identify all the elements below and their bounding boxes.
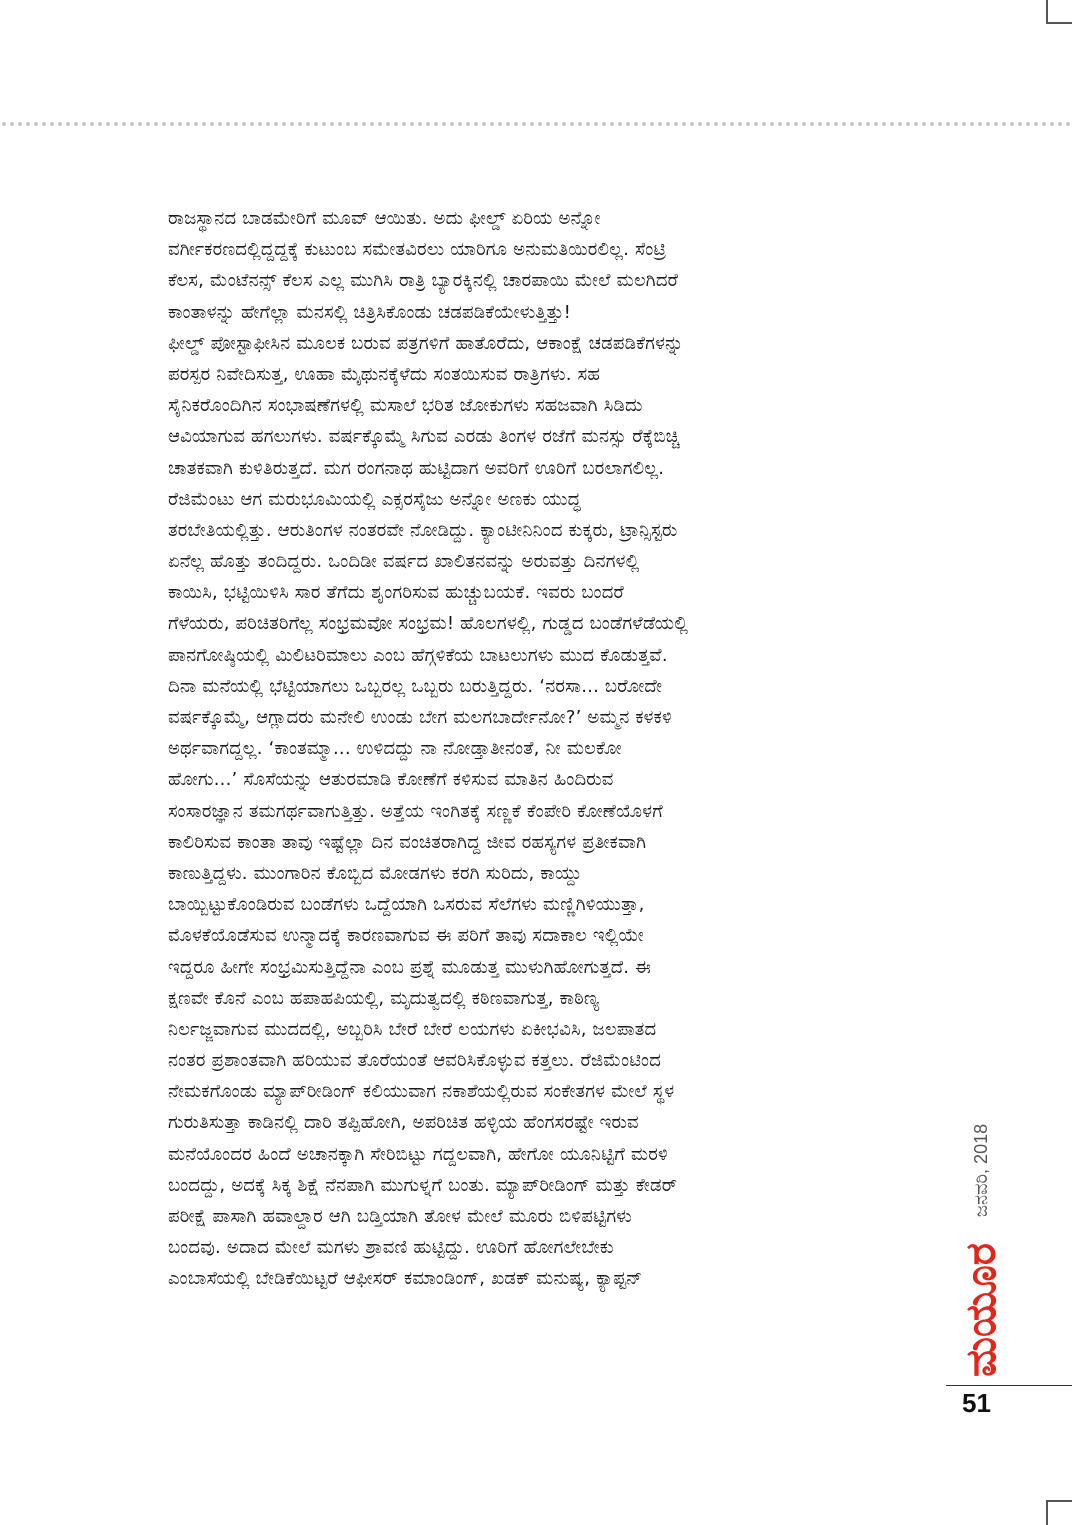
text-line: ತರಬೇತಿಯಲ್ಲಿತ್ತು. ಆರುತಿಂಗಳ ನಂತರವೇ ನೋಡಿದ್ದು. ಕ್ಯಾಂಟೀನಿನಿಂದ ಕುಕ್ಕರು, ಟ್ರಾನ್ಸಿಸ್ಟರು [168, 519, 678, 541]
text-line: ಏನೆಲ್ಲ ಹೊತ್ತು ತಂದಿದ್ದರು. ಒಂದಿಡೀ ವರ್ಷದ ಖಾಲಿತನವನ್ನು ಅರುವತ್ತು ದಿನಗಳಲ್ಲಿ [168, 551, 640, 573]
text-line: ಆವಿಯಾಗುವ ಹಗಲುಗಳು. ವರ್ಷಕ್ಕೊಮ್ಮೆ ಸಿಗುವ ಎರಡು ತಿಂಗಳ ರಜೆಗೆ ಮನಸ್ಸು ರೆಕ್ಕೆಬಿಚ್ಚಿ [168, 426, 680, 448]
text-line: ನಂತರ ಪ್ರಶಾಂತವಾಗಿ ಹರಿಯುವ ತೊರೆಯಂತೆ ಆವರಿಸಿಕೊಳ್ಳುವ ಕತ್ತಲು. ರೆಜಿಮೆಂಟಿಂದ [168, 1050, 662, 1072]
text-line: ಗುರುತಿಸುತ್ತಾ ಕಾಡಿನಲ್ಲಿ ದಾರಿ ತಪ್ಪಿಹೋಗಿ, ಅಪರಿಚಿತ ಹಳ್ಳಿಯ ಹೆಂಗಸರಷ್ಟೇ ಇರುವ [168, 1112, 639, 1134]
text-line: ಪರೀಕ್ಷೆ ಪಾಸಾಗಿ ಹವಾಲ್ದಾರ ಆಗಿ ಬಡ್ತಿಯಾಗಿ ತೋಳ ಮೇಲೆ ಮೂರು ಬಿಳಿಪಟ್ಟಿಗಳು [168, 1206, 632, 1227]
issue-date [966, 1110, 998, 1230]
text-line: ಚಾತಕವಾಗಿ ಕುಳಿತಿರುತ್ತದೆ. ಮಗ ರಂಗನಾಥ ಹುಟ್ಟಿದಾಗ ಅವರಿಗೆ ಊರಿಗೆ ಬರಲಾಗಲಿಲ್ಲ. [168, 457, 665, 479]
crop-mark-bottom [1046, 1500, 1072, 1525]
text-line: ಕ್ಷಣವೇ ಕೊನೆ ಎಂಬ ಹಪಾಹಪಿಯಲ್ಲಿ, ಮೃದುತ್ವದಲ್ಲಿ ಕಠಿಣವಾಗುತ್ತ, ಕಾಠಿಣ್ಯ [168, 987, 600, 1009]
text-line: ಇದ್ದರೂ ಹೀಗೇ ಸಂಭ್ರಮಿಸುತ್ತಿದ್ದೆನಾ ಎಂಬ ಪ್ರಶ್ನೆ ಮೂಡುತ್ತ ಮುಳುಗಿಹೋಗುತ್ತದೆ. ಈ [168, 956, 651, 978]
text-line: ಹೋಗು...’ ಸೊಸೆಯನ್ನು ಆತುರಮಾಡಿ ಕೋಣೆಗೆ ಕಳಿಸುವ ಮಾತಿನ ಹಿಂದಿರುವ [168, 769, 614, 791]
text-line: ಸಂಸಾರಜ್ಞಾನ ತಮಗರ್ಥವಾಗುತ್ತಿತ್ತು. ಅತ್ತೆಯ ಇಂಗಿತಕ್ಕೆ ಸಣ್ಣಕೆ ಕೆಂಪೇರಿ ಕೋಣೆಯೊಳಗೆ [168, 800, 663, 822]
text-line: ವರ್ಷಕ್ಕೊಮ್ಮೆ, ಆಗ್ಲಾದರು ಮನೇಲಿ ಉಂಡು ಬೇಗ ಮಲಗಬಾರ್ದೇನೋ?’ ಅಮ್ಮನ ಕಳಕಳಿ [168, 707, 672, 728]
text-line: ಮನೆಯೊಂದರ ಹಿಂದೆ ಅಚಾನಕ್ಕಾಗಿ ಸೇರಿಬಿಟ್ಟು ಗದ್ದಲವಾಗಿ, ಹೇಗೋ ಯೂನಿಟ್ಟಿಗೆ ಮರಳಿ [168, 1143, 668, 1165]
crop-mark-top [1046, 0, 1072, 24]
dotted-divider [0, 121, 1072, 127]
text-line: ಕಾಂತಾಳನ್ನು ಹೇಗೆಲ್ಲಾ ಮನಸಲ್ಲಿ ಚಿತ್ರಿಸಿಕೊಂಡು ಚಡಪಡಿಕೆಯೇಳುತ್ತಿತ್ತು! [168, 301, 572, 323]
text-line: ಫೀಲ್ಡ್ ಪೋಸ್ಟಾಫೀಸಿನ ಮೂಲಕ ಬರುವ ಪತ್ರಗಳಿಗೆ ಹಾತೊರೆದು, ಆಕಾಂಕ್ಷೆ ಚಡಪಡಿಕೆಗಳನ್ನು [168, 332, 684, 354]
text-line: ಅರ್ಥವಾಗದ್ದಲ್ಲ. ‘ಕಾಂತಮ್ಮಾ... ಉಳಿದದ್ದು ನಾ ನೋಡ್ತಾತೀನಂತೆ, ನೀ ಮಲಕೋ [168, 738, 622, 760]
text-line: ಮೊಳಕೆಯೊಡೆಸುವ ಉನ್ಮಾದಕ್ಕೆ ಕಾರಣವಾಗುವ ಈ ಪರಿಗೆ ತಾವು ಸದಾಕಾಲ ಇಲ್ಲಿಯೇ [168, 925, 644, 947]
text-line: ರಾಜಸ್ಥಾನದ ಬಾಡಮೇರಿಗೆ ಮೂವ್ ಆಯಿತು. ಅದು ಫೀಲ್ಡ್ ಏರಿಯ ಅನ್ನೋ [168, 208, 601, 229]
text-line: ಬಂದದ್ದು, ಅದಕ್ಕೆ ಸಿಕ್ಕ ಶಿಕ್ಷೆ ನೆನಪಾಗಿ ಮುಗುಳ್ನಗೆ ಬಂತು. ಮ್ಯಾಪ್‌ರೀಡಿಂಗ್ ಮತ್ತು ಕೇಡರ್ [168, 1174, 678, 1196]
magazine-logo [946, 1240, 1016, 1380]
text-line: ಪಾನಗೋಷ್ಠಿಯಲ್ಲಿ ಮಿಲಿಟರಿಮಾಲು ಎಂಬ ಹೆಗ್ಗಳಿಕೆಯ ಬಾಟಲುಗಳು ಮುದ ಕೊಡುತ್ತವೆ. [168, 644, 668, 666]
issue-date-text: ಜನವರಿ, 2018 [971, 1123, 992, 1217]
text-line: ಬಾಯ್ಬಿಟ್ಟುಕೊಂಡಿರುವ ಬಂಡೆಗಳು ಒದ್ದೆಯಾಗಿ ಒಸರುವ ಸೆಲೆಗಳು ಮಣ್ಣಿಗಿಳಿಯುತ್ತಾ, [168, 894, 645, 916]
text-line: ನಿರ್ಲಜ್ಜವಾಗುವ ಮುದದಲ್ಲಿ, ಅಬ್ಬರಿಸಿ ಬೇರೆ ಬೇರೆ ಲಯಗಳು ಏಕೀಭವಿಸಿ, ಜಲಪಾತದ [168, 1018, 657, 1040]
text-line: ಎಂಬಾಸೆಯಲ್ಲಿ ಬೇಡಿಕೆಯಿಟ್ಟರೆ ಆಫೀಸರ್ ಕಮಾಂಡಿಂಗ್, ಖಡಕ್ ಮನುಷ್ಯ, ಕ್ಯಾಪ್ಟನ್ [168, 1268, 643, 1290]
page-number: 51 [962, 1388, 991, 1418]
article-body [168, 203, 928, 1295]
text-line: ಪರಸ್ಪರ ನಿವೇದಿಸುತ್ತ, ಊಹಾ ಮೈಥುನಕ್ಕೆಳೆದು ಸಂತಯಿಸುವ ರಾತ್ರಿಗಳು. ಸಹ [168, 363, 601, 385]
text-line: ಗೆಳೆಯರು, ಪರಿಚಿತರಿಗೆಲ್ಲ ಸಂಭ್ರಮವೋ ಸಂಭ್ರಮ! ಹೊಲಗಳಲ್ಲಿ, ಗುಡ್ಡದ ಬಂಡೆಗಳೆಡೆಯಲ್ಲಿ [168, 613, 689, 635]
text-line: ರೆಜಿಮೆಂಟು ಆಗ ಮರುಭೂಮಿಯಲ್ಲಿ ಎಕ್ಸರಸೈಜು ಅನ್ನೋ ಅಣಕು ಯುದ್ಧ [168, 488, 581, 510]
text-line: ಕಾಣುತ್ತಿದ್ದಳು. ಮುಂಗಾರಿನ ಕೊಬ್ಬಿದ ಮೋಡಗಳು ಕರಗಿ ಸುರಿದು, ಕಾಯ್ದು [168, 862, 582, 884]
magazine-name: ಮಯೂರ [956, 1243, 1006, 1377]
text-line: ಕಾಯಿಸಿ, ಭಟ್ಟಿಯಿಳಿಸಿ ಸಾರ ತೆಗೆದು ಶೃಂಗರಿಸುವ ಹುಚ್ಚುಬಯಕೆ. ಇವರು ಬಂದರೆ [168, 582, 624, 604]
text-line: ನೇಮಕಗೊಂಡು ಮ್ಯಾಪ್‌ರೀಡಿಂಗ್ ಕಲಿಯುವಾಗ ನಕಾಶೆಯಲ್ಲಿರುವ ಸಂಕೇತಗಳ ಮೇಲೆ ಸ್ಥಳ [168, 1081, 675, 1103]
page-number-rule [946, 1385, 1072, 1386]
text-line: ಕೆಲಸ, ಮೆಂಟೆನನ್ಸ್ ಕೆಲಸ ಎಲ್ಲ ಮುಗಿಸಿ ರಾತ್ರಿ ಬ್ಯಾರಕ್ಕಿನಲ್ಲಿ ಚಾರಪಾಯಿ ಮೇಲೆ ಮಲಗಿದರೆ [168, 270, 679, 292]
text-line: ದಿನಾ ಮನೆಯಲ್ಲಿ ಭೆಟ್ಟಿಯಾಗಲು ಒಬ್ಬರಲ್ಲ ಒಬ್ಬರು ಬರುತ್ತಿದ್ದರು. ‘ನರಸಾ... ಬರೋದೇ [168, 675, 663, 697]
text-line: ಬಂದವು. ಅದಾದ ಮೇಲೆ ಮಗಳು ಶ್ರಾವಣಿ ಹುಟ್ಟಿದ್ದು. ಊರಿಗೆ ಹೋಗಲೇಬೇಕು [168, 1237, 614, 1259]
text-line: ಕಾಲಿರಿಸುವ ಕಾಂತಾ ತಾವು ಇಷ್ಟೆಲ್ಲಾ ದಿನ ವಂಚಿತರಾಗಿದ್ದ ಜೀವ ರಹಸ್ಯಗಳ ಪ್ರತೀಕವಾಗಿ [168, 831, 647, 853]
text-line: ಸೈನಿಕರೊಂದಿಗಿನ ಸಂಭಾಷಣೆಗಳಲ್ಲಿ ಮಸಾಲೆ ಭರಿತ ಜೋಕುಗಳು ಸಹಜವಾಗಿ ಸಿಡಿದು [168, 395, 643, 417]
text-line: ವರ್ಗೀಕರಣದಲ್ಲಿದ್ದದ್ದಕ್ಕೆ ಕುಟುಂಬ ಸಮೇತವಿರಲು ಯಾರಿಗೂ ಅನುಮತಿಯಿರಲಿಲ್ಲ. ಸೆಂಟ್ರಿ [168, 239, 667, 261]
